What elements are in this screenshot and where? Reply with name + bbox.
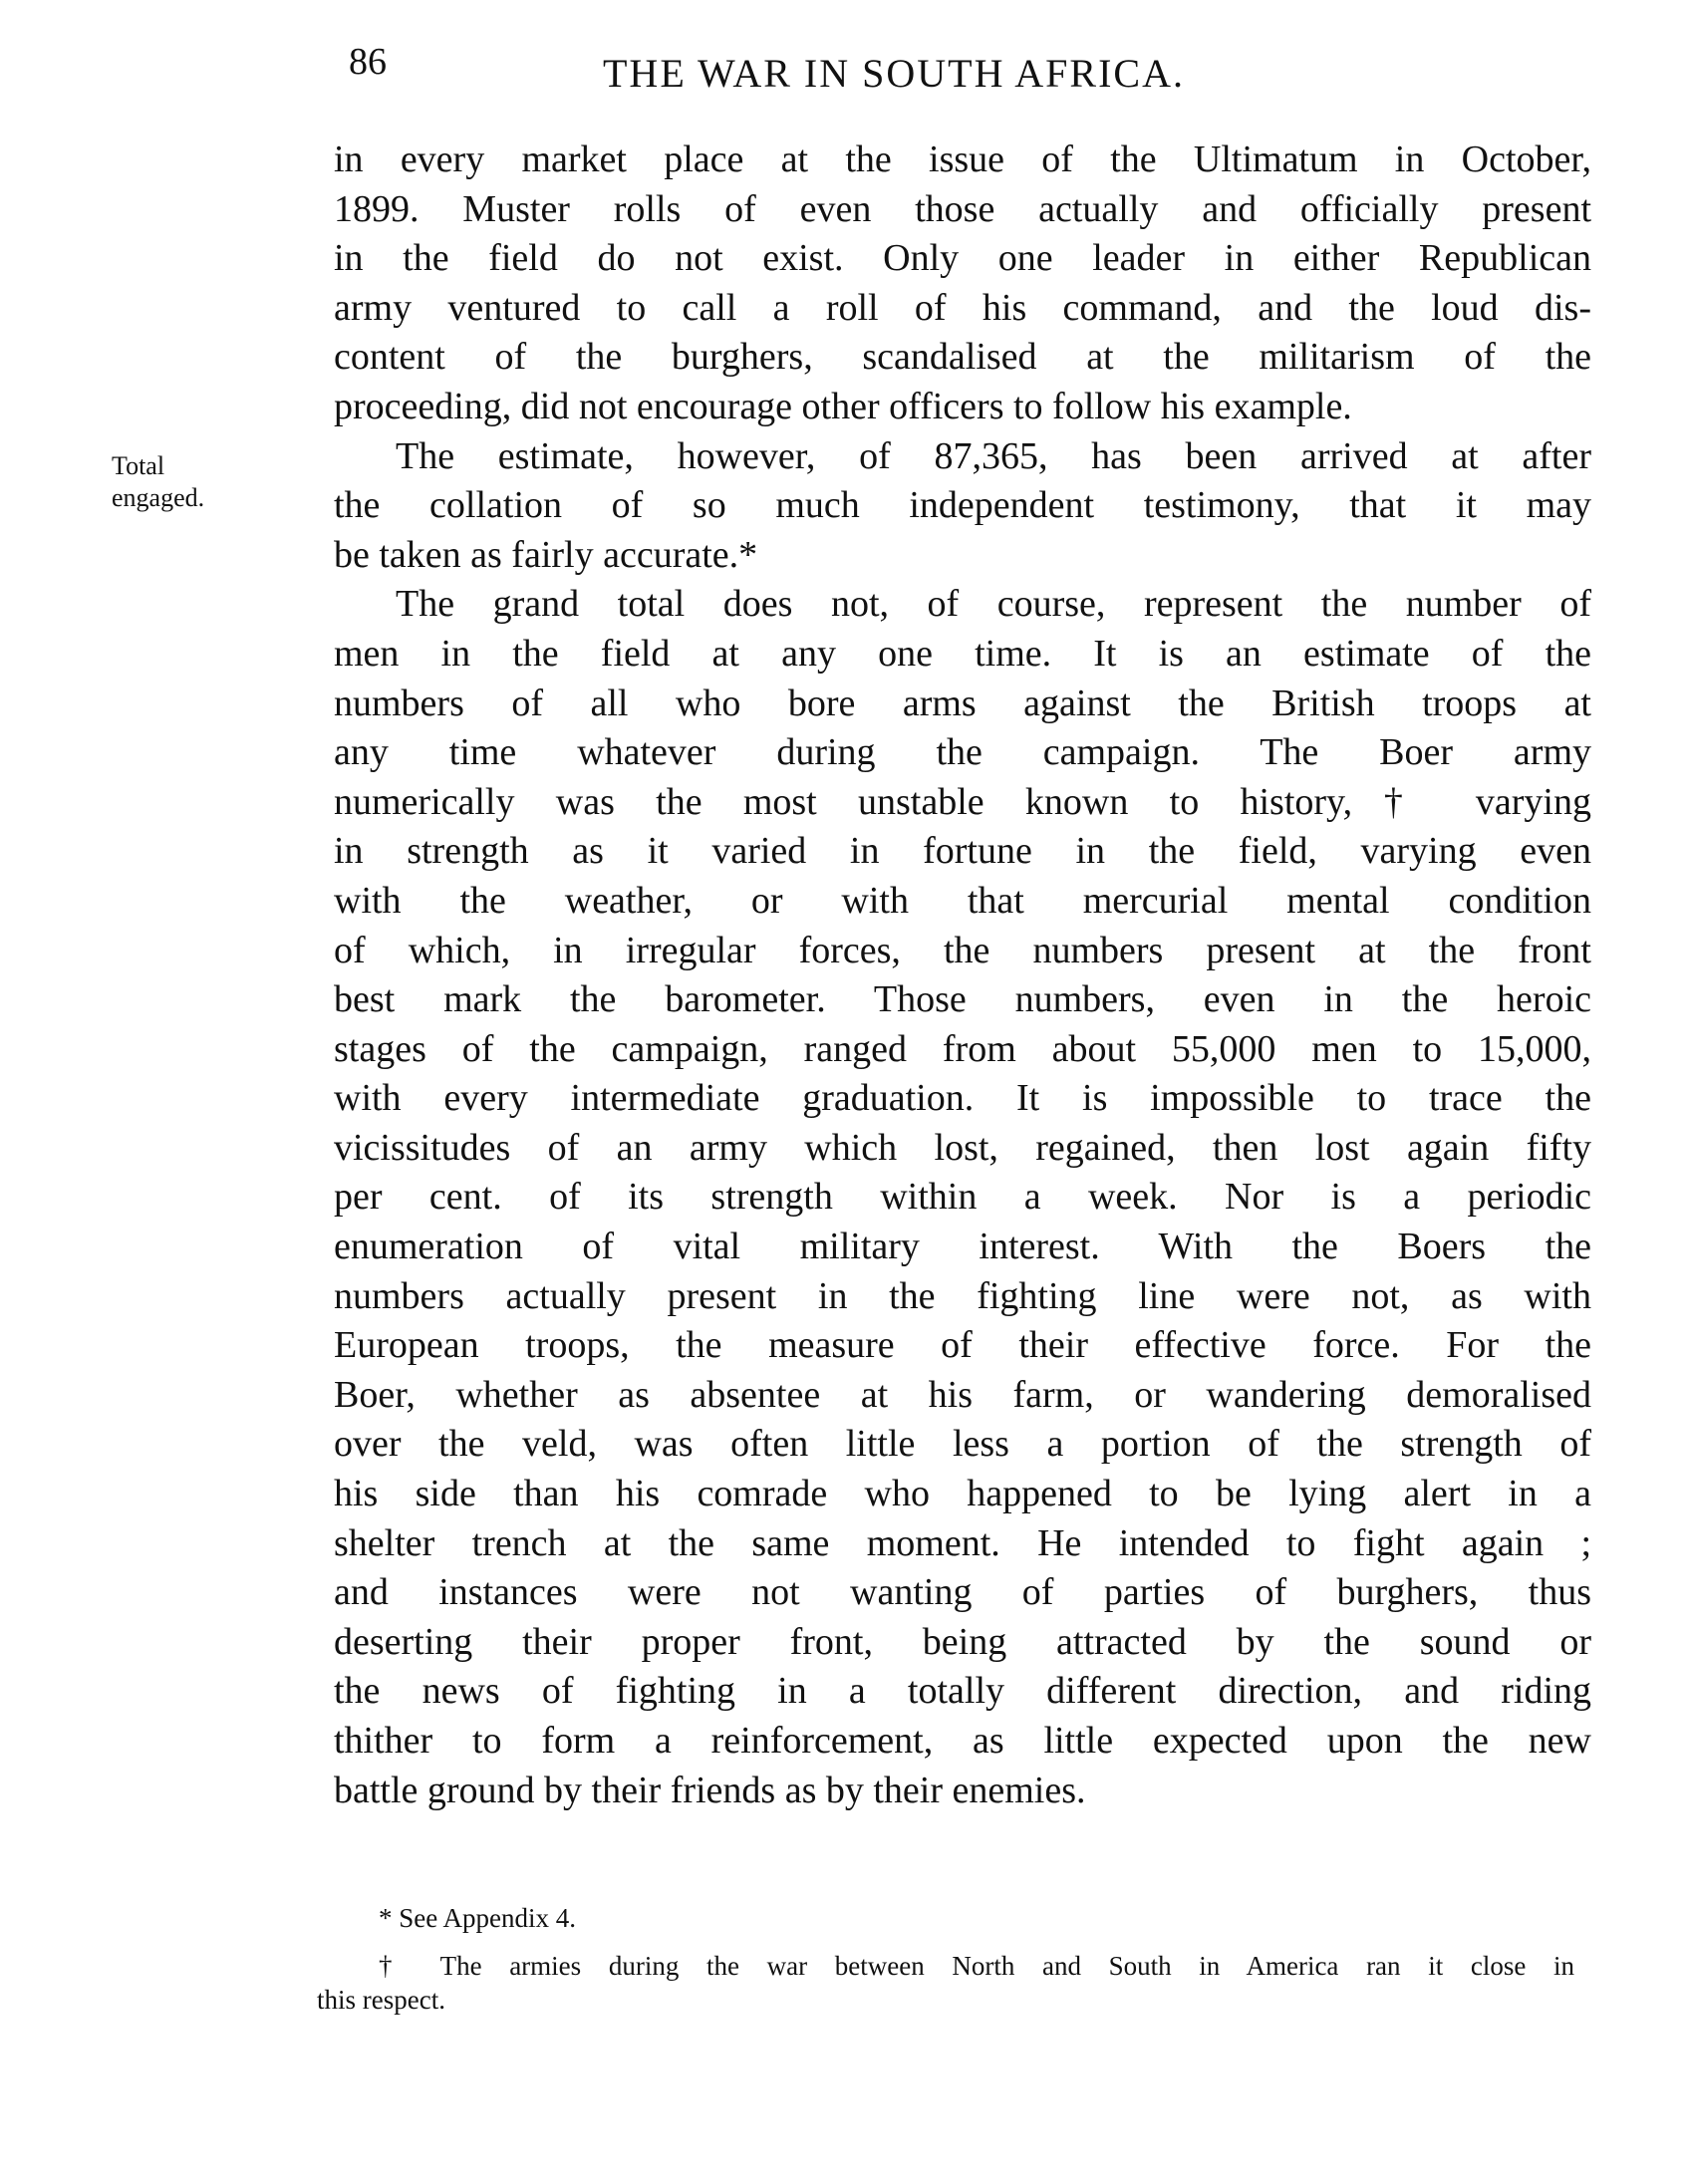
paragraph: [334, 432, 1591, 581]
footnote-line: this respect.: [317, 1985, 445, 2015]
text-line: men in the field at any one time. It is an estimate of the: [334, 632, 1591, 675]
margin-note-line: Total: [112, 451, 165, 480]
footnote-line: * See Appendix 4.: [379, 1903, 576, 1933]
text-line: his side than his comrade who happened to be lying alert in a: [334, 1473, 1591, 1515]
page-header: [339, 40, 1594, 110]
text-line: enumeration of vital military interest. With the Boers the: [334, 1226, 1591, 1268]
text-line: shelter trench at the same moment. He intended to fight again ;: [334, 1521, 1591, 1564]
text-line: be taken as fairly accurate.*: [334, 533, 758, 576]
page-number: 86: [349, 41, 387, 83]
running-title: THE WAR IN SOUTH AFRICA.: [603, 51, 1185, 96]
text-line: thither to form a reinforcement, as little expected upon the new: [334, 1720, 1591, 1762]
text-line: content of the burghers, scandalised at the militarism of the: [334, 336, 1591, 379]
paragraph: [334, 580, 1591, 1815]
body-text: [334, 136, 1591, 1815]
text-line: the collation of so much independent testimony, that it may: [334, 484, 1591, 527]
text-line: any time whatever during the campaign. The Boer army: [334, 731, 1591, 774]
footnote: [317, 1949, 1574, 2017]
text-line: battle ground by their friends as by their enemies.: [334, 1769, 1086, 1811]
text-line: in strength as it varied in fortune in the field, varying even: [334, 830, 1591, 873]
text-line: European troops, the measure of their effective force. For the: [334, 1324, 1591, 1367]
footnote: [317, 1901, 1574, 1935]
text-line: vicissitudes of an army which lost, regained, then lost again fifty: [334, 1126, 1591, 1169]
footnote-line: † The armies during the war between North and South in America ran it close in: [379, 1951, 1574, 1981]
text-line: proceeding, did not encourage other officers to follow his example.: [334, 385, 1352, 427]
text-line: Boer, whether as absentee at his farm, or wandering demoralised: [334, 1373, 1591, 1416]
text-line: of which, in irregular forces, the numbers present at the front: [334, 929, 1591, 971]
text-line: in the field do not exist. Only one leader in either Republican: [334, 237, 1591, 280]
text-line: stages of the campaign, ranged from about 55,000 men to 15,000,: [334, 1027, 1591, 1070]
text-line: per cent. of its strength within a week. Nor is a periodic: [334, 1176, 1591, 1219]
text-line: best mark the barometer. Those numbers, even in the heroic: [334, 978, 1591, 1021]
text-line: over the veld, was often little less a portion of the strength of: [334, 1423, 1591, 1466]
text-line: The estimate, however, of 87,365, has been arrived at after: [396, 434, 1591, 477]
text-line: with every intermediate graduation. It is impossible to trace the: [334, 1077, 1591, 1120]
text-line: numerically was the most unstable known to history,† varying: [334, 780, 1591, 823]
text-line: 1899. Muster rolls of even those actually and officially present: [334, 187, 1591, 230]
text-line: and instances were not wanting of parties of burghers, thus: [334, 1571, 1591, 1614]
margin-note-line: engaged.: [112, 483, 205, 512]
text-line: numbers actually present in the fighting line were not, as with: [334, 1274, 1591, 1317]
margin-note: [112, 450, 204, 514]
text-line: deserting their proper front, being attracted by the sound or: [334, 1620, 1591, 1663]
text-line: in every market place at the issue of the Ultimatum in October,: [334, 138, 1591, 180]
text-line: army ventured to call a roll of his command, and the loud dis-: [334, 286, 1591, 329]
text-line: numbers of all who bore arms against the British troops at: [334, 682, 1591, 724]
text-line: The grand total does not, of course, represent the number of: [396, 583, 1591, 626]
footnotes: [317, 1901, 1574, 2031]
paragraph: [334, 136, 1591, 432]
text-line: with the weather, or with that mercurial mental condition: [334, 879, 1591, 922]
text-line: the news of fighting in a totally different direction, and riding: [334, 1670, 1591, 1713]
